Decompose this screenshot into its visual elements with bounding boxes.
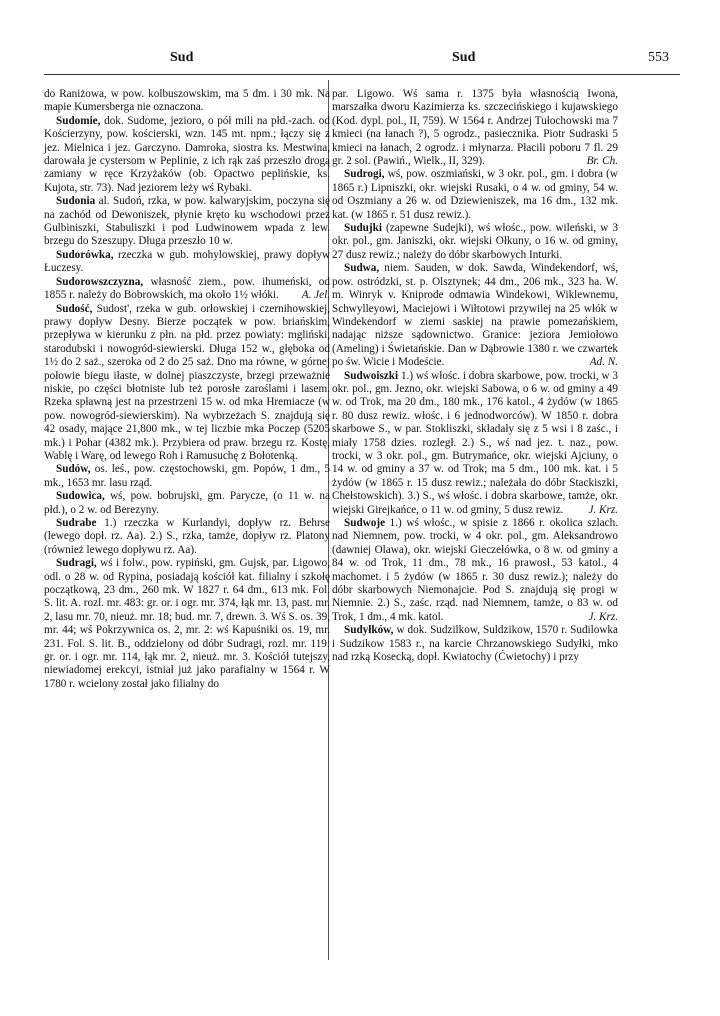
dictionary-entry xyxy=(332,517,618,624)
entry-headword: Sudowica, xyxy=(56,490,105,503)
running-head-left: Sud xyxy=(170,50,194,65)
entry-text: wś, pow. oszmiański, w 3 okr. pol., gm. i dobra (w 1865 r.) Lipniszki, okr. wiejski Rusaki, o 4 w. od gminy, 54 w. od Oszmiany a 26 w. od Dziewieniszek, ma 16 dm., 132 mk. kat. (w 1865 r. 51 dusz rewiz.). xyxy=(332,168,618,221)
entry-headword: Sudujki xyxy=(344,222,382,235)
entry-headword: Sudrabe xyxy=(56,517,97,529)
entry-headword: Sudorowszczyzna, xyxy=(56,275,144,288)
entry-text: niem. Sauden, w dok. Sawda, Windekendorf, wś, pow. ostródzki, st. p. Olsztynek; 44 dm., 206 mk., 323 ha. W. m. Winryk v. Kniprode odmawia Windekowi, Wiklewnemu, Schwylleyowi, Maciejowi i Wiłtotowi przywilej na 25 włók w Windekendorf w ziemi saskiej na prawie pomezańskiem, nadając niższe sądownictwo. Granice: jeziora Jemiołowo (Ameling) i Świetańskie. Dan w Dąbrowie 1380 r. we czwartek po św. Wicie i Modeście. xyxy=(332,262,618,369)
dictionary-entry xyxy=(332,624,618,664)
dictionary-entry xyxy=(44,115,330,195)
dictionary-entry xyxy=(44,517,330,557)
dictionary-entry xyxy=(44,276,330,303)
entry-signature: Ad. N. xyxy=(589,356,618,369)
entry-headword: Sudomie, xyxy=(56,114,101,127)
entry-text: 1.) wś włośc., w spisie z 1866 r. okolica szlach. nad Niemnem, pow. trocki, w 4 okr. pol., gm. Aleksandrowo (dawniej Olawa), okr. wiejski Gieczełówka, o 8 w. od gminy a 84 w. od Trok, 11 dm., 78 mk., 16 prawosł., 53 katol., 4 machomet. i 5 żydów (w 1865 r. 30 dusz rewiz.); należy do dóbr skarbowych Niemonajcie. Pod S. znajdują się progi w Niemnie. 2.) S., zaśc. rząd. nad Niemnem, tamże, o 83 w. od Trok, 1 dm., 4 mk. katol. xyxy=(332,517,618,623)
entry-headword: Sudwoje xyxy=(344,517,386,529)
header-rule xyxy=(44,74,680,75)
entry-text: al. Sudoń, rzka, w pow. kalwaryjskim, poczyna się na zachód od Dewoniszek, płynie kręto ku wschodowi przez Gulbiniszki, Stabuliszki i pod Ludwinowem wpada z lew. brzegu do Szeszupy. Długa przeszło 10 w. xyxy=(44,195,330,248)
entry-headword: Sudonia xyxy=(56,195,96,208)
entry-headword: Sudrogi, xyxy=(344,168,385,181)
dictionary-entry xyxy=(44,557,330,691)
entry-headword: Sudyłków, xyxy=(344,624,394,637)
entry-text: par. Ligowo. Wś sama r. 1375 była własnością Iwona, marszałka dworu Kazimierza ks. szczecińskiego i kujawskiego (Kod. dypl. pol., II, 759). W 1564 r. Andrzej Tułochowski ma 7 kmieci (na łanach ?), 5 ogrodz., pasiecznika. Piotr Sudraski 5 kmieci na łanach, 2 ogrodz. i młynarza. Płacili poboru 7 fl. 29 gr. 2 sol. (Pawiń., Wielk., II, 329). xyxy=(332,88,618,168)
entry-signature: J. Krz. xyxy=(588,610,618,623)
entry-text: 1.) rzeczka w Kurlandyi, dopływ rz. Behrse (lewego dopł. rz. Aa). 2.) S., rzka, tamże, dopływ rz. Platony (również lewego dopływu rz. Aa). xyxy=(44,517,330,556)
dictionary-entry xyxy=(332,168,618,222)
entry-signature: J. Krz. xyxy=(588,503,618,516)
left-column xyxy=(44,88,330,691)
entry-text: (zapewne Sudejki), wś włośc., pow. wileński, w 3 okr. pol., gm. Janiszki, okr. wiejski Ołkuny, o 16 w. od gminy, 27 dusz rewiz.; należy do dóbr skarbowych Inturki. xyxy=(332,222,618,261)
running-head-center: Sud xyxy=(452,50,476,65)
dictionary-entry xyxy=(332,222,618,262)
entry-headword: Sudorówka, xyxy=(56,248,114,261)
dictionary-entry xyxy=(44,195,330,249)
dictionary-entry xyxy=(332,370,618,517)
entry-headword: Sudów, xyxy=(56,463,91,476)
dictionary-entry xyxy=(332,262,618,369)
dictionary-entry xyxy=(44,249,330,276)
page-number: 553 xyxy=(648,50,669,65)
entry-text: wś, pow. bobrujski, gm. Parycze, (o 11 w. na płd.), o 2 w. od Berezyny. xyxy=(44,490,330,516)
dictionary-entry xyxy=(44,88,330,115)
entry-text: do Raniżowa, w pow. kolbuszowskim, ma 5 dm. i 30 mk. Na mapie Kumersberga nie oznaczona. xyxy=(44,88,330,114)
entry-text: Sudost', rzeka w gub. orłowskiej i czernihowskiej, prawy dopływ Desny. Bierze początek w pow. briańskim, przepływa w kierunku z płn. na płd. przez powiaty: mgliński, starodubski i nowogród-siewierski. Długa 152 w., głęboka od 1½ do 2 saż., szeroka od 2 do 25 saż. Dno ma równe, w górnej połowie biegu iłaste, w dolnej piaszczyste, brzegi przeważnie niskie, po części błotniste lub też porosłe zaroślami i lasem. Rzeka spławną jest na przestrzeni 15 w. od mka Hremiacze (w pow. nowogród-siewierskim). Na wybrzeżach S. znajdują się 42 osady, mające 21,800 mk., w tej liczbie mka Poczep (5205 mk.) i Pohar (4382 mk.). Przybiera od praw. brzegu rz. Kostę, Wablę i Warę, od lewego Roh i Ramusuchę z Bołotenką. xyxy=(44,302,330,462)
right-column xyxy=(332,88,618,664)
entry-text: os. leś., pow. częstochowski, gm. Popów, 1 dm., 5 mk., 1653 mr. lasu rząd. xyxy=(44,463,330,489)
entry-text: w dok. Sudzilkow, Suldzikow, 1570 r. Sudilowka i Sudzikow 1583 r., na karcie Chrzanowskiego Sudyłki, mko nad rzką Kosecką, dopł. Kwiatochy (Ćwietochy) i przy xyxy=(332,624,618,664)
dictionary-entry xyxy=(44,303,330,464)
entry-headword: Sudwoiszki xyxy=(344,369,399,382)
entry-text: rzeczka w gub. mohylowskiej, prawy dopływ Łuczesy. xyxy=(44,248,330,275)
entry-headword: Sudragi, xyxy=(56,557,97,570)
entry-headword: Sudwa, xyxy=(344,262,380,275)
entry-text: wś i folw., pow. rypiński, gm. Gujsk, par. Ligowo, odl. o 28 w. od Rypina, posiadają kościół kat. filialny i szkołę początkową, 23 dm., 260 mk. W 1827 r. 64 dm., 613 mk. Fol. S. lit. A. rozl. mr. 483: gr. or. i ogr. mr. 374, łąk mr. 13, past. mr. 2, lasu mr. 70, nieuż. mr. 18; bud. mr. 7, drewn. 3. Wś S. os. 39, mr. 44; wś Pokrzywnica os. 2, mr. 2: wś Kapuśniki os. 19, mr. 231. Fol. S. lit. B., oddzielony od dóbr Sudragi, rozl. mr. 119: gr. or. i ogr. mr. 114, łąk mr. 2, nieuż. mr. 3. Kościół tutejszy, niewiadomej erekcyi, istniał już jako parafialny w 1564 r. W 1780 r. wcielony został jako filialny do xyxy=(44,557,330,690)
entry-signature: Br. Ch. xyxy=(586,155,618,168)
dictionary-entry xyxy=(332,88,618,168)
dictionary-entry xyxy=(44,490,330,517)
entry-text: dok. Sudome, jezioro, o pół mili na płd.-zach. od Kościerzyny, pow. kościerski, wzn. 145 mt. npm.; łączy się z jez. Mielnica i jez. Garczyno. Damroka, siostra ks. Mestwina, darowała je cystersom w Peplinie, z ich rąk zaś przeszło drogą zamiany w ręce Krzyżaków (ob. Opactwo peplińskie, ks. Kujota, str. 73). Nad jeziorem leży wś Rybaki. xyxy=(44,114,330,194)
dictionary-entry xyxy=(44,463,330,490)
entry-text: własność ziem., pow. ihumeński, od 1855 r. należy do Bobrowskich, ma około 1½ włóki. xyxy=(44,275,330,302)
entry-text: 1.) wś włośc. i dobra skarbowe, pow. trocki, w 3 okr. pol., gm. Jezno, okr. wiejski Sabowa, o 6 w. od gminy a 49 w. od Trok, ma 20 dm., 180 mk., 176 katol., 4 żydów (w 1865 r. 80 dusz rewiz. włośc. i 6 jednodworców). W 1850 r. dobra skarbowe S., w par. Stokliszki, składały się z 5 wsi i 8 zaśc., i miały 1758 dzies. rozległ. 2.) S., wś nad jez. t. naz., pow. trocki, w 3 okr. pol., gm. Butrymańce, okr. wiejski Ajciuny, o 14 w. od gminy a 37 w. od Trok; ma 5 dm., 100 mk. kat. i 5 żydów (w 1865 r. 15 dusz rewiz.; należała do dóbr Stackiszki, Chełstowskich). 3.) S., wś włośc. i dobra skarbowe, tamże, okr. wiejski Girejkańce, o 11 w. od gminy, 5 dusz rewiz. xyxy=(332,369,618,516)
entry-headword: Sudość, xyxy=(56,302,93,315)
entry-signature: A. Jel. xyxy=(301,289,330,302)
